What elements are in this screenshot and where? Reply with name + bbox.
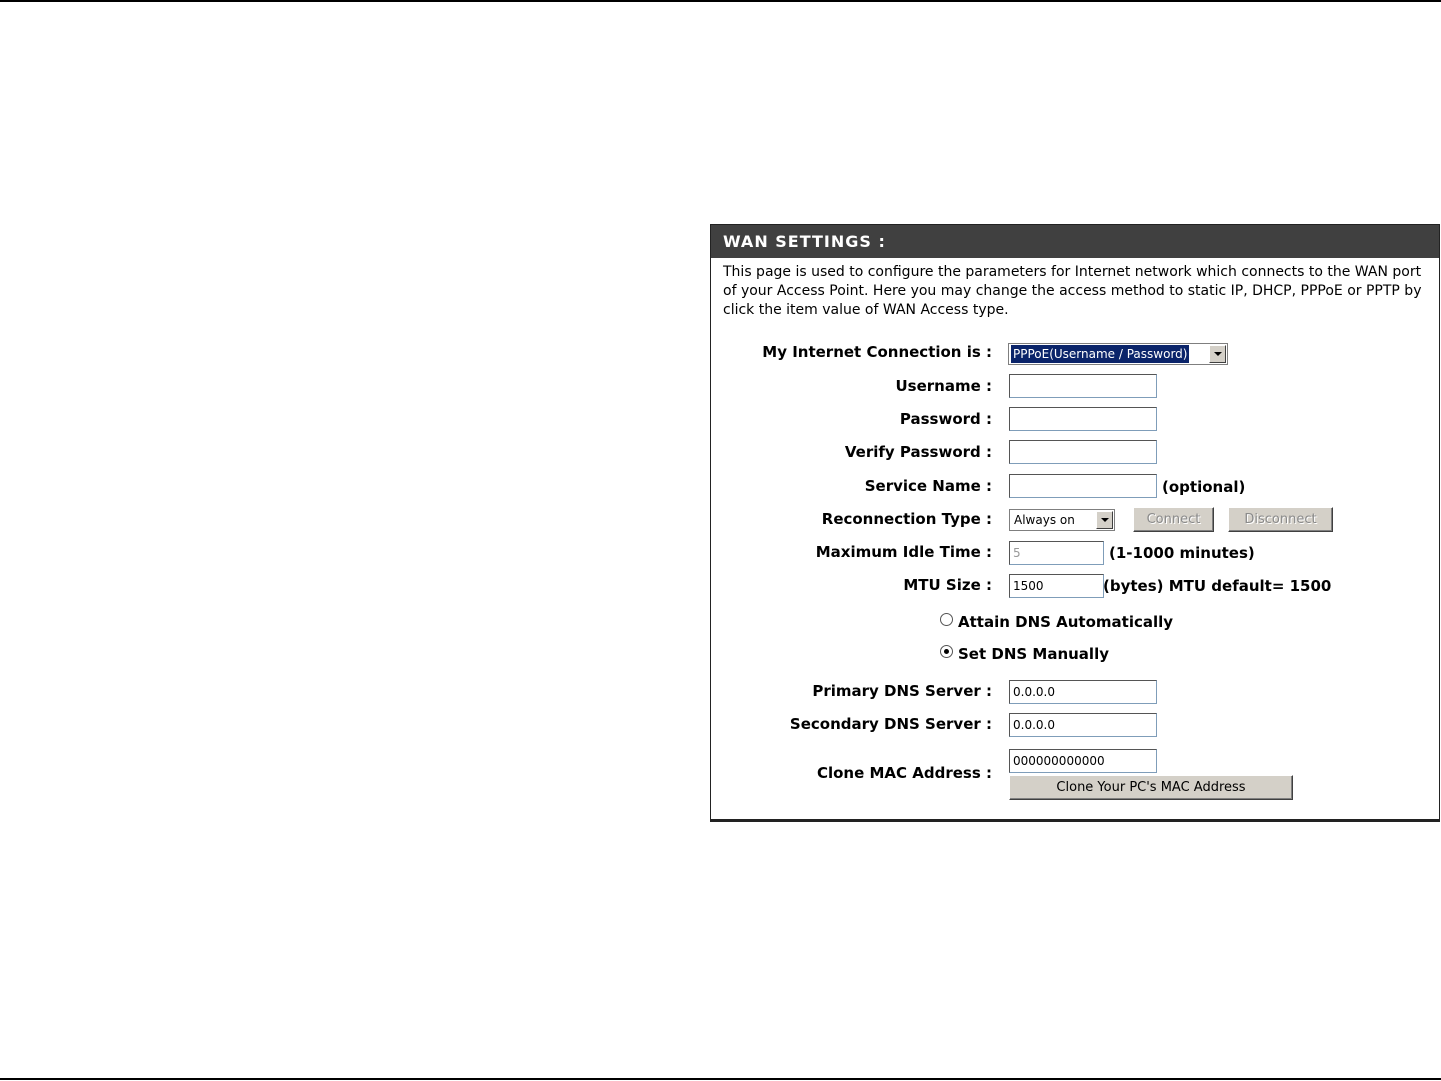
dns-manual-option[interactable] [940, 645, 1109, 663]
dns-manual-label: Set DNS Manually [958, 645, 1109, 663]
dns-auto-radio[interactable] [940, 613, 953, 626]
mac-address-input[interactable] [1009, 749, 1157, 773]
dns-auto-option[interactable] [940, 613, 1173, 631]
panel-title: WAN SETTINGS : [711, 225, 1439, 258]
clone-mac-button[interactable]: Clone Your PC's MAC Address [1009, 775, 1293, 800]
mtu-size-note: (bytes) MTU default= 1500 [1103, 577, 1332, 595]
reconnection-type-value: Always on [1014, 513, 1075, 527]
service-name-label: Service Name : [864, 477, 992, 495]
description-text: This page is used to configure the parameters for Internet network which connects to the WAN port of your Access Point. Here you may change the access method to static IP, DHCP, PPPoE or PPTP by click the item value of WAN Access type. [723, 264, 1422, 318]
password-label: Password : [899, 410, 992, 428]
wan-settings-panel [710, 224, 1440, 822]
bottom-rule [0, 1078, 1441, 1080]
verify-password-label: Verify Password : [844, 443, 992, 461]
secondary-dns-label: Secondary DNS Server : [789, 715, 992, 733]
chevron-down-icon[interactable] [1096, 511, 1113, 529]
idle-time-unit-note: (1-1000 minutes) [1109, 544, 1255, 562]
mtu-size-input[interactable] [1009, 574, 1104, 598]
username-label: Username : [895, 377, 992, 395]
connect-button[interactable]: Connect [1133, 507, 1214, 532]
chevron-down-icon[interactable] [1209, 345, 1226, 363]
connection-select-value: PPPoE(Username / Password) [1013, 347, 1188, 361]
reconnection-type-select[interactable] [1009, 509, 1115, 531]
clone-mac-label: Clone MAC Address : [816, 764, 992, 782]
service-name-input[interactable] [1009, 474, 1157, 498]
dns-manual-radio[interactable] [940, 645, 953, 658]
primary-dns-label: Primary DNS Server : [812, 682, 992, 700]
reconnection-type-label: Reconnection Type : [821, 510, 992, 528]
username-input[interactable] [1009, 374, 1157, 398]
primary-dns-input[interactable] [1009, 680, 1157, 704]
verify-password-input[interactable] [1009, 440, 1157, 464]
secondary-dns-input[interactable] [1009, 713, 1157, 737]
connection-label: My Internet Connection is : [762, 343, 992, 361]
password-input[interactable] [1009, 407, 1157, 431]
idle-time-label: Maximum Idle Time : [815, 543, 992, 561]
top-rule [0, 0, 1441, 2]
idle-time-input[interactable] [1009, 541, 1104, 565]
connection-select[interactable] [1008, 343, 1228, 365]
mtu-size-label: MTU Size : [903, 576, 992, 594]
disconnect-button[interactable]: Disconnect [1228, 507, 1333, 532]
service-name-optional-note: (optional) [1162, 478, 1246, 496]
dns-auto-label: Attain DNS Automatically [958, 613, 1174, 631]
